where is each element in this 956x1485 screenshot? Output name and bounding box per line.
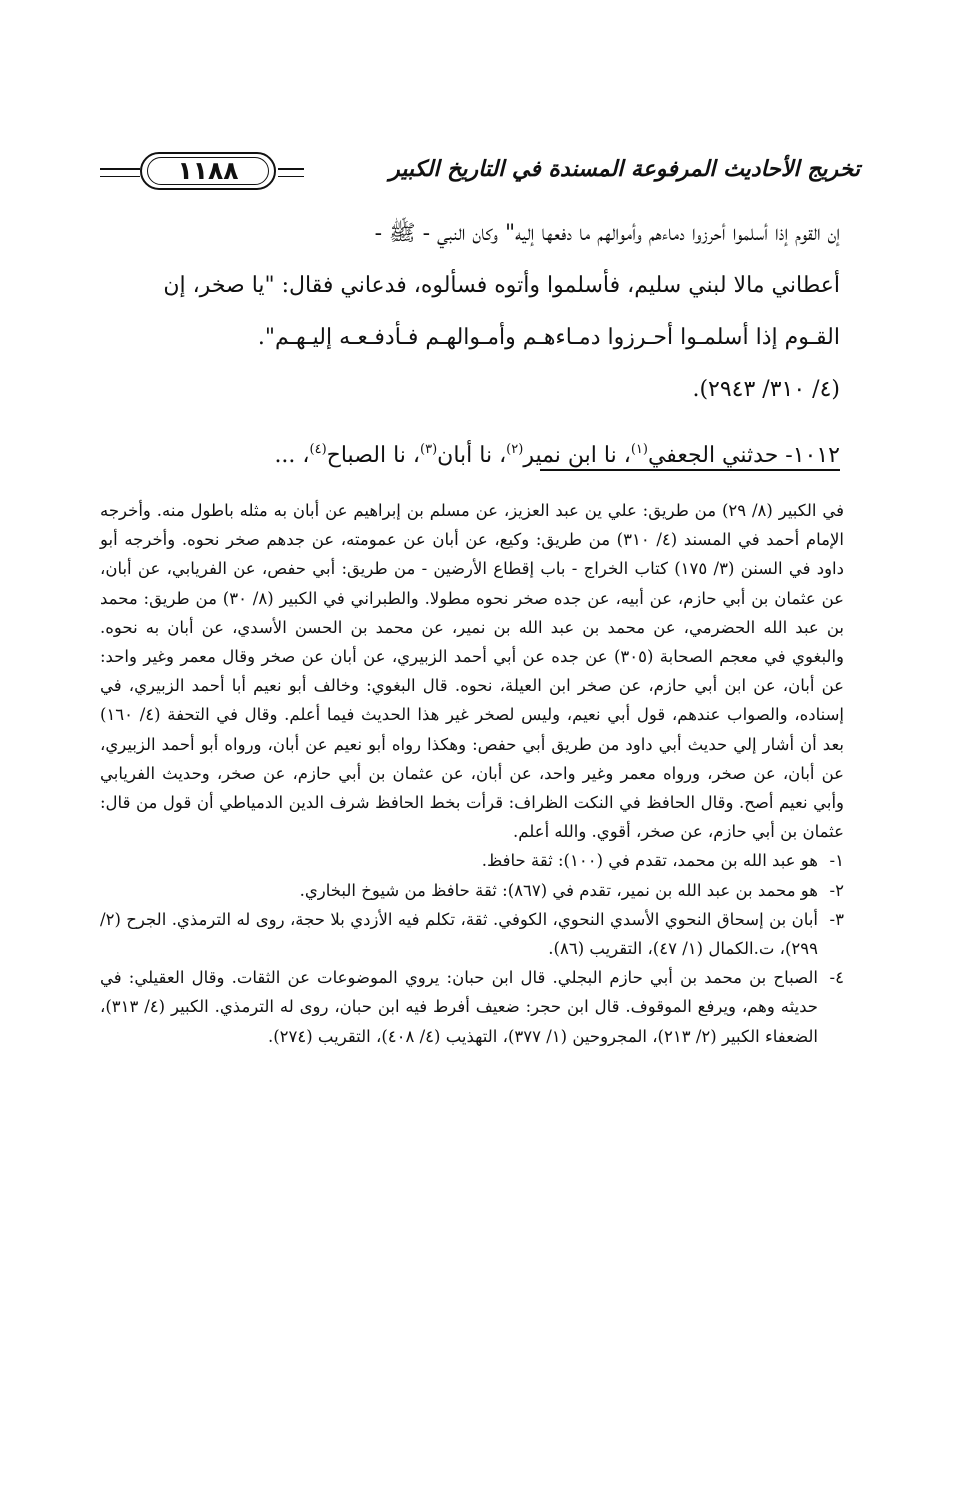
main-line-1: إن القوم إذا أسلموا أحرزوا دماءهم وأموالهم ما دفعها إليه" وكان النبي - ﷺ - [374,221,840,246]
hadith-text-end: ، ... [274,443,310,468]
footnote-ref-2: (٢) [506,442,524,457]
main-line-2: أعطاني مالا لبني سليم، فأسلموا وأتوه فسألوه، فدعاني فقال: "يا صخر، إن [163,273,840,298]
footnote-separator [540,469,840,471]
footnotes [100,496,844,1051]
footnote-2 [100,876,844,905]
footnote-list [100,846,844,1050]
hadith-text-start: ١٠١٢- حدثني الجعفي [647,443,840,468]
footnote-3 [100,905,844,963]
footnote-text: هو عبد الله بن محمد، تقدم في (١٠٠): ثقة حافظ. [481,851,818,871]
page-number: ١١٨٨ [140,152,276,190]
main-text [104,208,840,482]
footnote-ref-3: (٣) [420,442,438,457]
source-citation: (٤/ ٣١٠/ ٢٩٤٣). [692,377,840,402]
hadith-text-part2: ، نا ابن نمير [523,443,631,468]
footnote-4 [100,963,844,1051]
page-header [100,148,860,196]
hadith-text-part4: ، نا الصباح [326,443,421,468]
footnote-ref-4: (٤) [309,442,327,457]
footnote-text: الصباح بن محمد بن أبي حازم البجلي. قال ابن حبان: يروي الموضوعات عن الثقات. وقال العقيلي: في حديثه وهم، ويرفع الموقوف. قال ابن حجر: ضعيف أفرط فيه ابن حبان، روى له الترمذي. الكبير (٤/ ٣١٣)، الضعفاء الكبير (٢/ ٢١٣)، المجروحين (١/ ٣٧٧)، التهذيب (٤/ ٤٠٨)، التقريب (٢٧٤). [100,968,818,1046]
header-rule-middle [278,168,304,177]
footnote-number: ٢- [829,880,844,900]
footnote-number: ٤- [829,968,844,988]
running-title: تخريج الأحاديث المرفوعة المسندة في التاريخ الكبير [389,157,860,182]
hadith-text-part3: ، نا أبان [437,443,507,468]
footnote-number: ١- [829,851,844,871]
main-line-3: القـوم إذا أسلمـوا أحـرزوا دمـاءهـم وأمـوالهـم فـأدفـعـه إليـهـم". [257,325,840,350]
header-rule-left [100,168,140,177]
footnote-number: ٣- [829,909,844,929]
footnote-1 [100,846,844,875]
footnote-text: هو محمد بن عبد الله بن نمير، تقدم في (٨٦٧): ثقة حافظ من شيوخ البخاري. [299,880,818,900]
footnote-text: أبان بن إسحاق النحوي الأسدي النحوي، الكوفي. ثقة، تكلم فيه الأزدي بلا حجة، روى له الترمذي. الجرح (٢/ ٢٩٩)، ت.الكمال (١/ ٤٧)، التقريب (٨٦). [100,909,818,959]
footnote-ref-1: (١) [630,442,648,457]
hadith-entry-1012 [104,424,840,482]
footnote-continuation: في الكبير (٨/ ٢٩) من طريق: علي ين عبد العزيز، عن مسلم بن إبراهيم عن أبان به مثله باطول منه. وأخرجه الإمام أحمد في المسند (٤/ ٣١٠) من طريق: وكيع، عن أبان عن عمومته، عن جدهم صخر نحوه. وأخرجه أبو داود في السنن (٣/ ١٧٥) كتاب الخراج - باب إقطاع الأرضين - من طريق: أبي حفص، عن الفريابي، عن أبان، عن عثمان بن أبي حازم، عن أبيه، عن جده صخر نحوه مطولا. والطبراني في الكبير (٨/ ٣٠) من طريق: محمد بن عبد الله الحضرمي، عن محمد بن عبد الله بن نمير، عن محمد بن الحسن الأسدي، عن أبان به نحوه. والبغوي في معجم الصحابة (٣٠٥) عن جده عن أبي أحمد الزبيري، عن أبان عن صخر وقال معمر وغير واحد: عن أبان، عن ابن أبي حازم، عن صخر ابن العيلة، نحوه. قال البغوي: وخالف أبو نعيم أبا أحمد الزبيري، في إسناده، والصواب عندهم، قول أبي نعيم، وليس لصخر غير هذا الحديث فيما أعلم. وقال في التحفة (٤/ ١٦٠) بعد أن أشار إلي حديث أبي داود من طريق أبي حفص: وهكذا رواه أبو نعيم عن أبان، ورواه أبو أحمد الزبيري، عن أبان، عن صخر، ورواه معمر وغير واحد، عن أبان، عن عثمان بن أبي حازم، عن صخر، وحديث الفريابي وأبي نعيم أصح. وقال الحافظ في النكت الظراف: قرأت بخط الحافظ شرف الدين الدمياطي أن قول من قال: عثمان بن أبي حازم، عن صخر، أقوي. والله أعلم. [100,501,844,842]
